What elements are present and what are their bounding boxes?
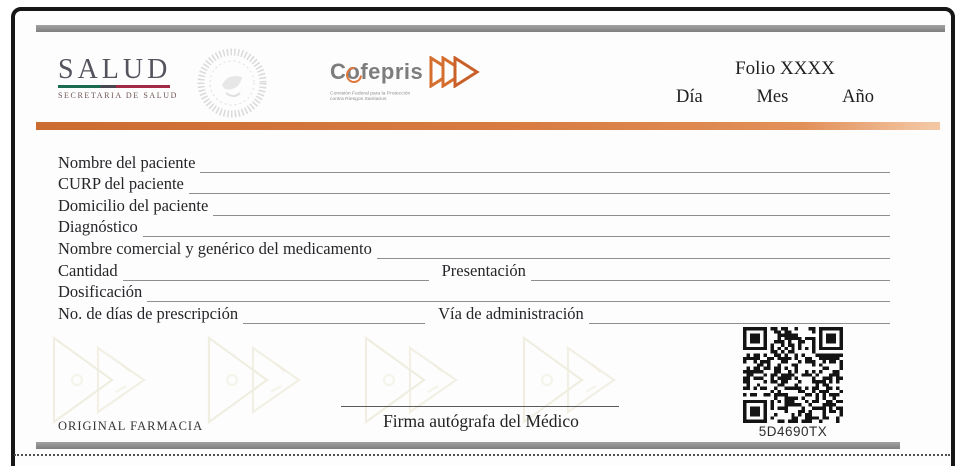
day-label: Día <box>676 87 703 107</box>
year-label: Año <box>842 87 874 107</box>
signature-line <box>341 406 619 407</box>
government-seal-icon <box>196 47 268 119</box>
qr-code <box>743 327 843 423</box>
form-fields <box>58 151 890 324</box>
field-write-line <box>123 264 429 281</box>
field-write-line <box>213 199 890 216</box>
form-field-row <box>58 281 890 303</box>
salud-logo <box>58 56 178 100</box>
field-label-quantity: Cantidad <box>58 260 118 280</box>
orange-divider-bar <box>36 122 940 130</box>
field-write-line <box>531 264 890 281</box>
field-label-prescription-days: No. de días de prescripción <box>58 303 239 323</box>
salud-subtitle: SECRETARIA DE SALUD <box>58 91 178 100</box>
bottom-divider-bar <box>36 442 900 449</box>
qr-code-label: 5D4690TX <box>758 424 828 439</box>
field-label-presentation: Presentación <box>441 260 526 280</box>
form-field-row <box>58 173 890 195</box>
month-label: Mes <box>756 87 789 107</box>
field-write-line <box>189 177 890 194</box>
cut-line <box>14 454 950 456</box>
cofepris-logo <box>330 56 483 108</box>
field-label-dosage: Dosificación <box>58 282 143 302</box>
field-label-medication-name: Nombre comercial y genérico del medicamento <box>58 238 372 258</box>
field-label-diagnosis: Diagnóstico <box>58 217 138 237</box>
form-field-row <box>58 302 890 324</box>
field-label-address: Domicilio del paciente <box>58 195 209 215</box>
field-write-line <box>143 220 890 237</box>
cofepris-tagline: Comisión Federal para la Protección contra Riesgos Sanitarios <box>330 90 411 102</box>
field-write-line <box>147 285 890 302</box>
date-labels <box>676 87 874 108</box>
folio-label: Folio XXXX <box>735 58 835 79</box>
field-write-line <box>200 156 890 173</box>
cofepris-wordmark: Cofepris <box>330 59 423 85</box>
form-field-row <box>58 237 890 259</box>
salud-flag-underline <box>58 85 170 88</box>
form-field-row <box>58 194 890 216</box>
form-field-row <box>58 216 890 238</box>
field-write-line <box>589 307 890 324</box>
copy-designation-label: ORIGINAL FARMACIA <box>58 419 204 433</box>
field-label-patient-name: Nombre del paciente <box>58 152 196 172</box>
form-field-row <box>58 151 890 173</box>
form-field-row <box>58 259 890 281</box>
field-write-line <box>243 307 425 324</box>
cofepris-arrows-icon <box>429 56 483 88</box>
field-label-curp: CURP del paciente <box>58 174 184 194</box>
signature-label: Firma autógrafa del Médico <box>383 411 579 431</box>
field-write-line <box>377 242 890 259</box>
top-divider-bar <box>36 25 945 32</box>
field-label-administration-route: Vía de administración <box>438 303 584 323</box>
salud-wordmark: SALUD <box>58 54 172 85</box>
